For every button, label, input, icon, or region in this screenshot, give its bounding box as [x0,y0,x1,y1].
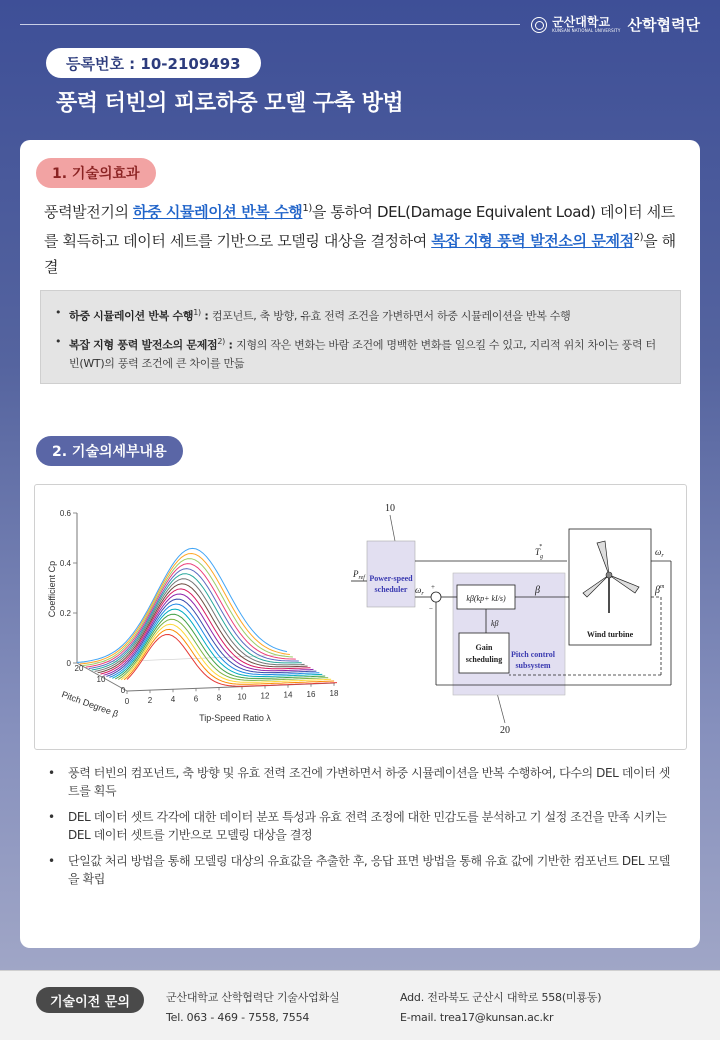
omega-ref-label [415,585,424,597]
minus-sign: − [429,605,433,613]
pitch-label-2: subsystem [515,661,551,670]
footnote-desc: 컴포넌트, 축 방향, 유효 전력 조건을 가변하면서 하중 시뮬레이션을 반복 수행 [211,309,571,323]
pitch-label-1: Pitch control [510,650,556,659]
contact-label: 기술이전 문의 [36,987,144,1013]
y-tick-label: 0.2 [59,609,71,618]
leader-line-10 [390,515,395,541]
registration-badge: 등록번호 : 10-2109493 [46,48,261,78]
footnote-sep: : [224,338,237,352]
plus-sign: + [431,583,435,591]
cp-surface-plot [47,509,339,723]
depth-axis-label: Pitch Degree β [60,689,120,720]
gain-label-1: Gain [475,643,493,652]
p-ref-label [352,569,366,581]
university-name [552,16,620,33]
contact-footer [0,970,720,1040]
cp-curve [80,554,290,665]
content-card [20,140,700,948]
contact-address: Add. 전라북도 군산시 대학로 558(미룡동) [400,991,602,1004]
gain-label-2: scheduling [465,655,503,664]
page-title: 풍력 터빈의 피로하중 모델 구축 방법 [56,91,404,116]
p-ref-sub: ref [358,575,365,581]
x-tick-label: 8 [216,693,222,703]
omega-out-main: ω [655,547,662,557]
t-sub: g [540,554,544,560]
contact-org: 군산대학교 산학협력단 기술사업화실 [166,991,340,1004]
effect-text-3: 을 해결 [44,232,676,276]
beta-m-main: β [655,585,660,596]
x-tick-label: 2 [147,696,153,706]
x-tick-label: 10 [237,692,247,702]
effect-paragraph [44,196,684,280]
leader-line-20 [497,693,505,723]
detail-bullet: • 단일값 처리 방법을 통해 모델링 대상의 유효값을 추출한 후, 응답 표면 방법을 통해 유효 값에 기반한 컴포넌트 DEL 모델을 확립 [48,852,678,888]
footnote-item [55,303,666,326]
section-effect-heading: 1. 기술의효과 [36,158,156,188]
figure-box [34,484,687,750]
beta-m-sup: m [659,584,665,590]
x-tick-label: 12 [260,691,270,701]
scheduler-label-1: Power-speed [369,574,413,583]
effect-highlight-2: 복잡 지형 풍력 발전소의 문제점 [431,232,634,250]
summing-junction [431,592,441,602]
t-main: T [535,547,541,557]
university-name-en: KUNSAN NATIONAL UNIVERSITY [552,28,621,33]
footnote-ref-2: 2) [633,232,644,243]
kbeta-label: kβ [491,619,499,628]
y-tick-label: 0.4 [59,559,71,568]
x-tick-label: 4 [170,695,176,705]
detail-bullet: • DEL 데이터 셋트 각각에 대한 데이터 분포 특성과 유효 전력 조정에 대한 민감도를 분석하고 기 설정 조건을 만족 시키는 DEL 데이터 셋트를 기반으로 모델링 대상을 결정 [48,808,678,844]
university-name-ko: 군산대학교 [552,15,611,29]
beta-label: β [535,585,540,596]
scheduler-label-2: scheduler [374,585,408,594]
ref-label-20: 20 [500,725,510,736]
footnote-term: 복잡 지형 풍력 발전소의 문제점 [69,338,218,352]
depth-tick-label: 0 [120,686,126,695]
y-tick-label: 0.6 [59,509,71,518]
contact-tel: Tel. 063 - 469 - 7558, 7554 [166,1011,310,1024]
effect-highlight-1: 하중 시뮬레이션 반복 수행 [132,203,303,221]
beta-m-label [654,584,665,596]
t-star: * [539,544,543,550]
footnote-ref-1: 1) [302,203,312,214]
header-rule [20,24,520,25]
omega-out-sub: r [661,553,664,559]
omega-sub: r [421,591,424,597]
x-tick-label: 18 [329,688,339,698]
y-tick-label: 0 [66,659,71,668]
figure-svg [35,485,688,751]
footnote-sup: 2) [217,336,225,346]
org-name: 산학협력단 [627,16,700,34]
pi-controller-label: kβ(kp+ kI/s) [466,594,506,603]
footnote-term: 하중 시뮬레이션 반복 수행 [69,309,194,323]
detail-bullets [48,764,678,896]
effect-text-2: 을 통하여 DEL(Damage Equivalent Load) 데이터 세트를 획득하고 데이터 세트를 기반으로 모델링 대상을 결정하여 [44,203,675,250]
x-tick-label: 6 [193,694,199,704]
depth-tick-label: 10 [96,675,106,684]
footnote-box [40,290,681,384]
x-axis-label: Tip-Speed Ratio λ [199,713,271,723]
footnote-item [55,332,666,374]
x-tick-label: 16 [306,689,316,699]
y-axis-label: Coefficient Cp [47,560,57,618]
depth-tick-label: 20 [74,664,84,673]
section-detail-heading: 2. 기술의세부내용 [36,436,183,466]
footnote-sup: 1) [193,308,201,317]
wind-turbine-label: Wind turbine [586,630,634,639]
control-block-diagram [351,503,671,736]
footnote-sep: : [200,309,212,323]
contact-email[interactable]: E-mail. trea17@kunsan.ac.kr [400,1011,554,1024]
footnote-desc: 지형의 작은 변화는 바람 조건에 명백한 변화를 일으킬 수 있고, 지리적 위치 차이는 풍력 터빈(WT)의 풍력 조건에 큰 차이를 만듦 [69,338,656,371]
gain-scheduling-block [459,633,509,673]
omega-main: ω [415,585,422,595]
detail-bullet: • 풍력 터빈의 컴포넌트, 축 방향 및 유효 전력 조건에 가변하면서 하중 시뮬레이션을 반복 수행하여, 다수의 DEL 데이터 셋트를 획득 [48,764,678,800]
x-tick-label: 0 [124,697,130,706]
cp-curve [101,589,311,674]
effect-text-1: 풍력발전기의 [44,203,133,221]
t-star-label [535,544,543,560]
university-seal-icon [531,17,547,33]
x-tick-label: 14 [283,690,293,700]
p-ref-main: P [353,569,359,579]
omega-out-label [655,547,664,559]
brand [531,14,700,35]
ref-label-10: 10 [385,503,395,514]
